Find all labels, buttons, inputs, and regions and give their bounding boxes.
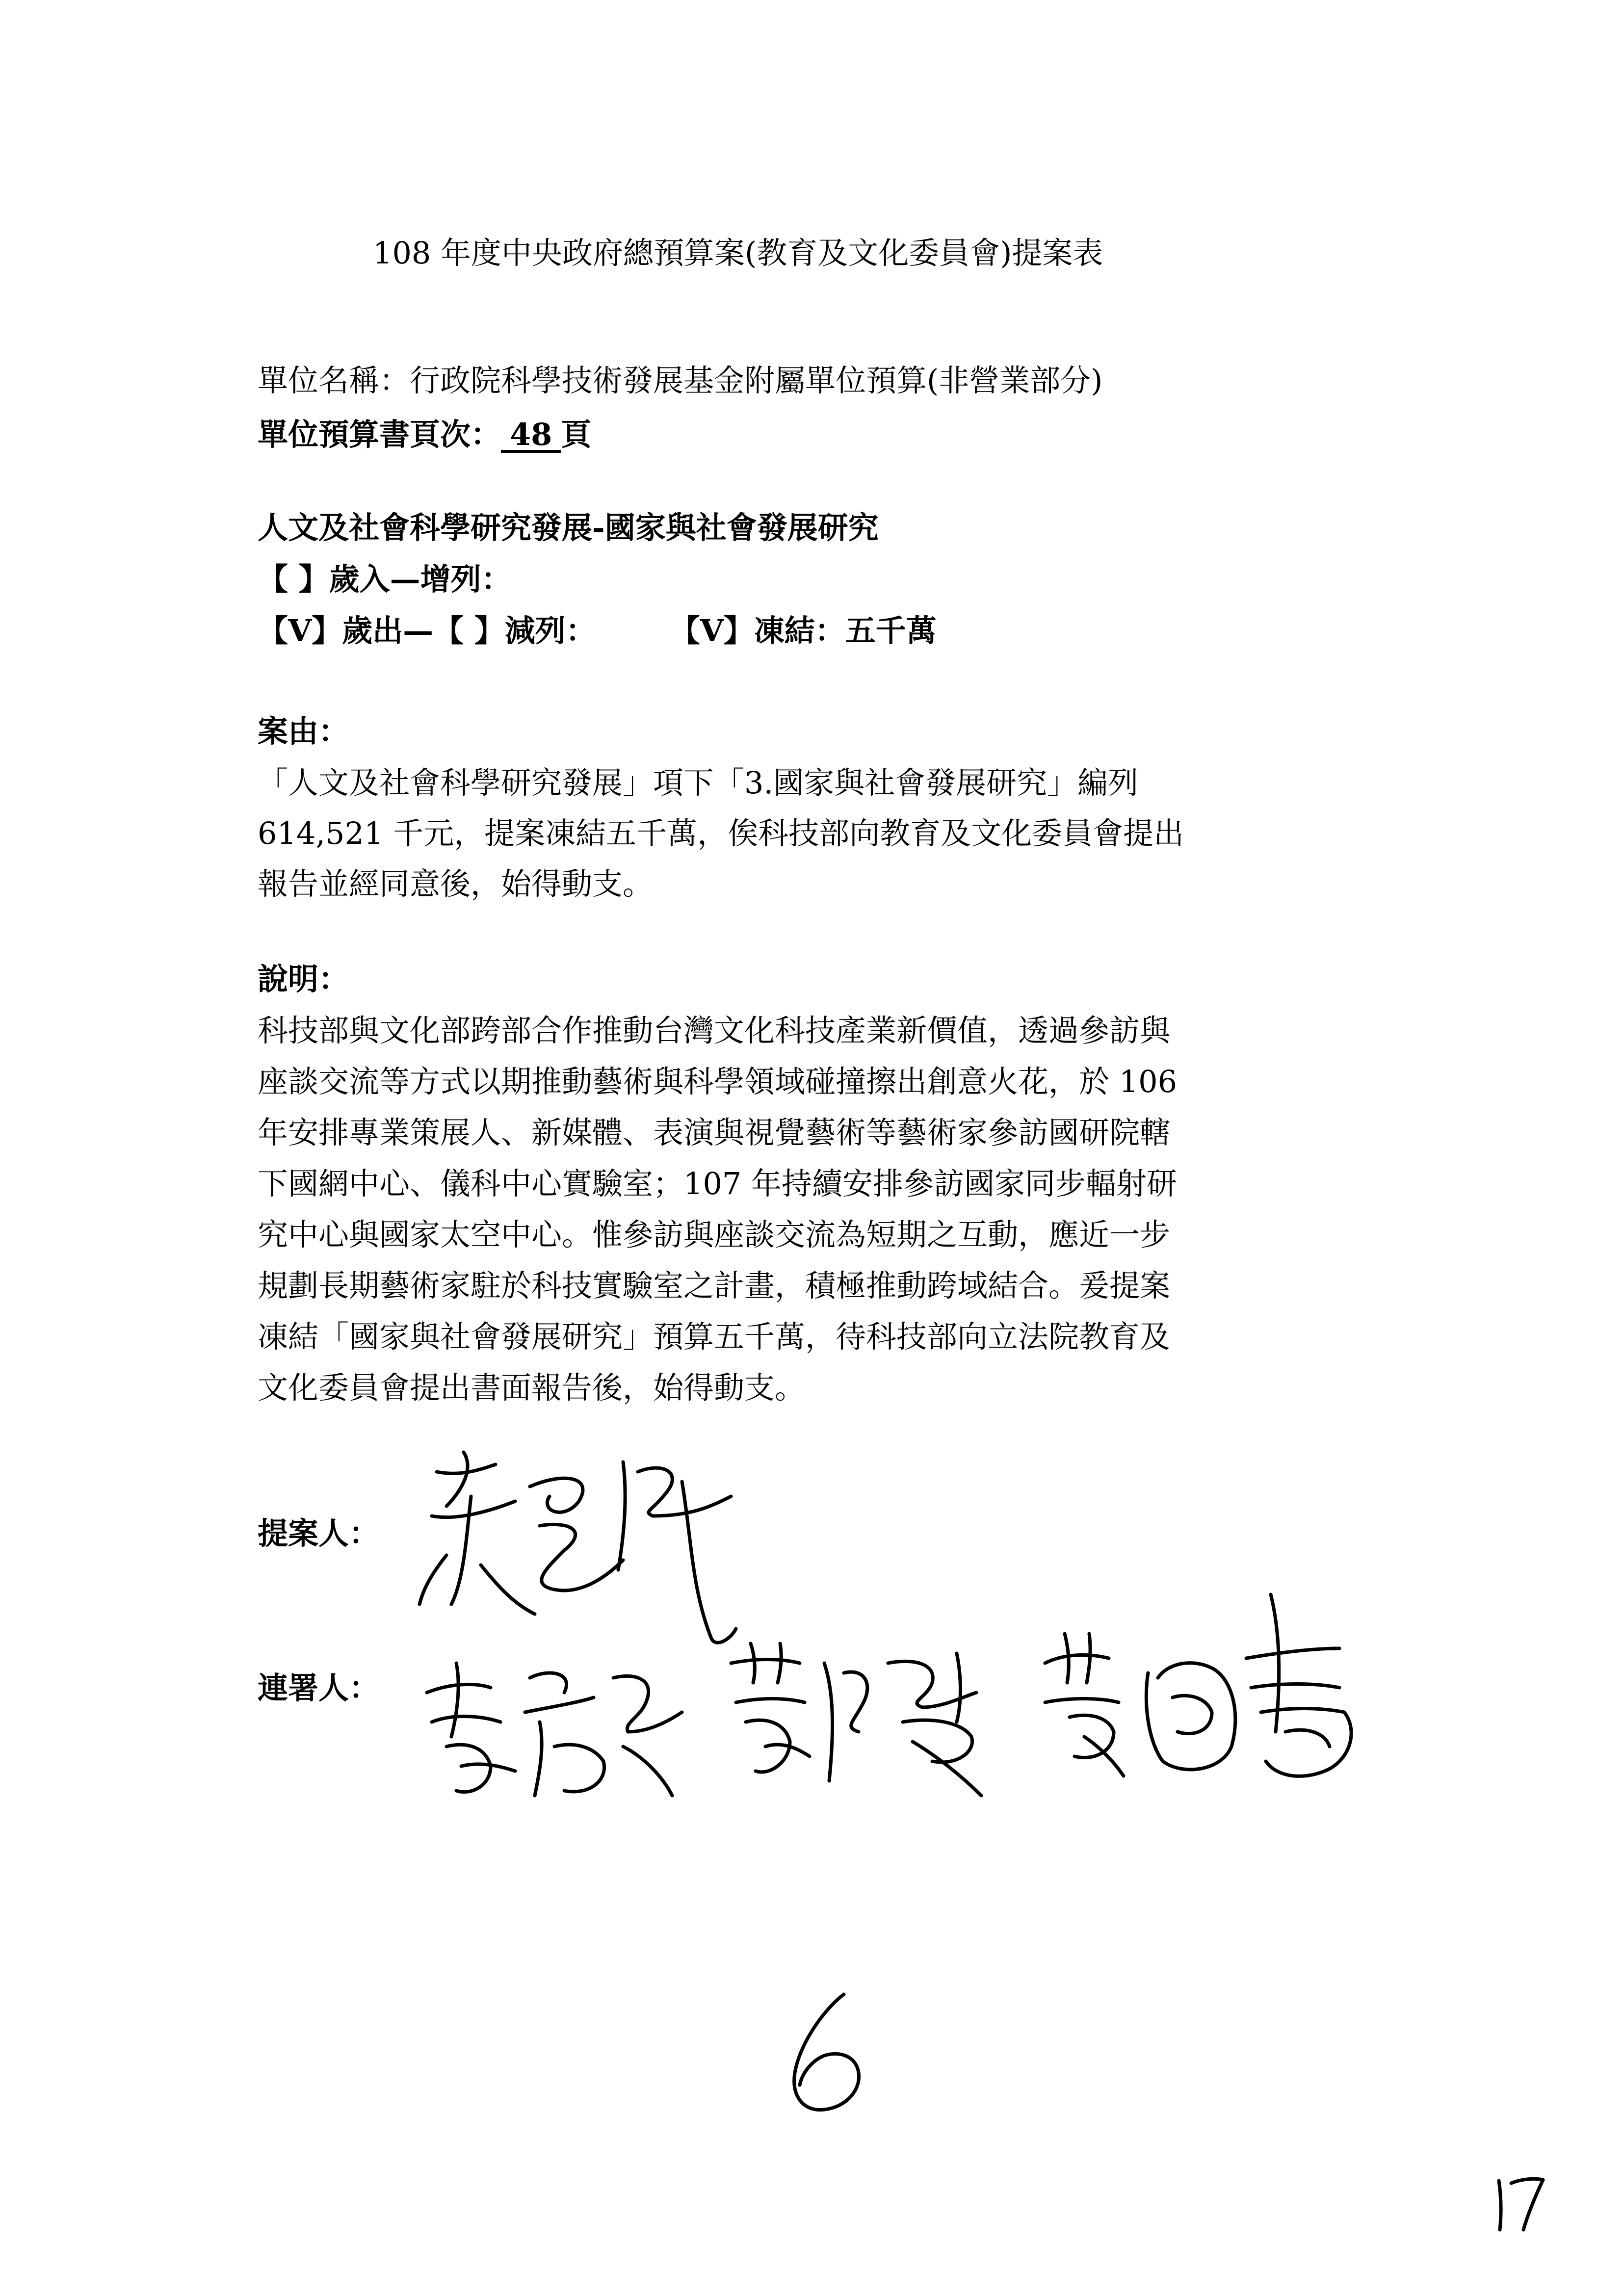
cosigner-signature-2 (726, 1634, 1040, 1825)
section-title: 人文及社會科學研究發展-國家與社會發展研究 (258, 510, 879, 546)
explanation-line: 究中心與國家太空中心。惟參訪與座談交流為短期之互動，應近一步 (258, 1217, 1171, 1252)
unit-name: 單位名稱：行政院科學技術發展基金附屬單位預算(非營業部分) (258, 363, 1103, 398)
explanation-line: 文化委員會提出書面報告後，始得動支。 (258, 1370, 806, 1406)
reason-line: 報告並經同意後，始得動支。 (258, 866, 654, 902)
reason-heading: 案由： (258, 713, 349, 749)
expenditure-row (258, 613, 937, 649)
explanation-heading: 說明： (258, 961, 349, 997)
explanation-line: 下國網中心、儀科中心實驗室；107 年持續安排參訪國家同步輻射研 (258, 1166, 1178, 1201)
proposer-signature (417, 1442, 760, 1678)
budget-page-label: 單位預算書頁次： (258, 417, 501, 452)
freeze-line: 【V】凍結：五千萬 (669, 613, 937, 649)
reason-line: 「人文及社會科學研究發展」項下「3.國家與社會發展研究」編列 (258, 765, 1139, 801)
revenue-line: 【 】歲入—增列： (258, 561, 512, 597)
reason-line: 614,521 千元，提案凍結五千萬，俟科技部向教育及文化委員會提出 (258, 815, 1184, 851)
explanation-line: 座談交流等方式以期推動藝術與科學領域碰撞擦出創意火花，於 106 (258, 1064, 1178, 1099)
explanation-line: 凍結「國家與社會發展研究」預算五千萬，待科技部向立法院教育及 (258, 1319, 1171, 1355)
explanation-line: 規劃長期藝術家駐於科技實驗室之計畫，積極推動跨域結合。爰提案 (258, 1268, 1171, 1304)
budget-page-suffix: 頁 (561, 417, 592, 452)
handwritten-page-number (1489, 2171, 1548, 2235)
cosigner-label: 連署人： (258, 1670, 380, 1706)
proposer-label: 提案人： (258, 1515, 380, 1551)
expenditure-line: 【V】歲出—【 】減列： (258, 613, 596, 649)
cosigner-signature-3 (1025, 1585, 1379, 1800)
handwritten-number-six (780, 1989, 878, 2117)
page-title: 108 年度中央政府總預算案(教育及文化委員會)提案表 (373, 235, 1103, 271)
explanation-line: 科技部與文化部跨部合作推動台灣文化科技產業新價值，透過參訪與 (258, 1013, 1171, 1048)
budget-page (258, 419, 591, 453)
budget-page-number: 48 (501, 419, 561, 453)
explanation-line: 年安排專業策展人、新媒體、表演與視覺藝術等藝術家參訪國研院轄 (258, 1115, 1171, 1150)
cosigner-signature-1 (417, 1648, 692, 1815)
